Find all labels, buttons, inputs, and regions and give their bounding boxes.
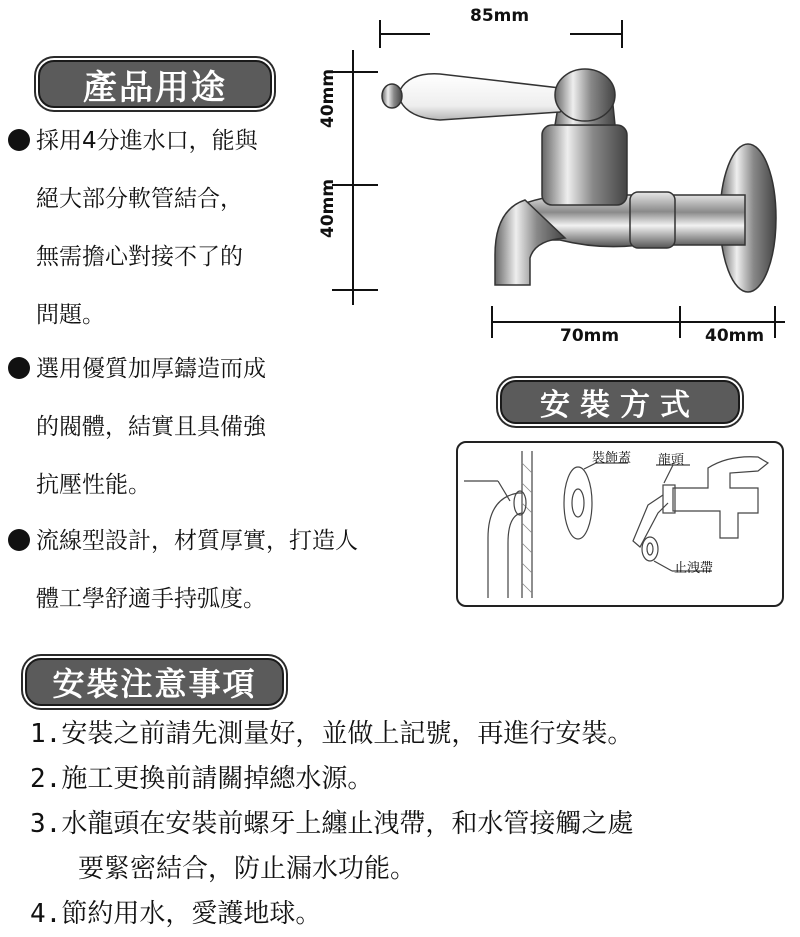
- note-3-num: 3.: [30, 809, 62, 839]
- note-item-1: [30, 712, 633, 757]
- faucet-dimension-drawing: [0, 0, 800, 360]
- note-4-text: 節約用水，愛護地球。: [61, 899, 322, 929]
- bullet-icon: [8, 529, 30, 551]
- dim-bottom-spout: 70mm: [560, 326, 620, 346]
- feature-2-line-2: 的閥體，結實且具備強: [36, 414, 266, 440]
- faucet-illustration: [382, 69, 776, 292]
- vertical-dimension-line: [332, 50, 378, 305]
- note-3-text: 水龍頭在安裝前螺牙上纏止洩帶，和水管接觸之處: [61, 809, 634, 839]
- note-1-num: 1.: [30, 719, 62, 749]
- label-decorative-cover: 裝飾蓋: [592, 451, 632, 466]
- notes-badge: [25, 658, 284, 706]
- feature-3-line-1: 流線型設計，材質厚實，打造人: [36, 528, 358, 554]
- dim-top-width: 85mm: [470, 6, 530, 26]
- feature-2-line-1: 選用優質加厚鑄造而成: [36, 356, 266, 382]
- dim-lower-height: 40mm: [318, 178, 338, 238]
- note-2-num: 2.: [30, 764, 62, 794]
- notes-badge-label: 安裝注意事項: [52, 665, 257, 703]
- feature-1-line-2: 絕大部分軟管結合，: [36, 186, 243, 212]
- bullet-icon: [8, 357, 30, 379]
- install-badge: [500, 380, 740, 424]
- feature-1-line-3: 無需擔心對接不了的: [36, 244, 243, 270]
- feature-item-3: [8, 512, 428, 628]
- notes-list: [30, 712, 633, 937]
- feature-3-line-2: 體工學舒適手持弧度。: [36, 586, 266, 612]
- dim-upper-height: 40mm: [318, 68, 338, 128]
- feature-1-line-1: 採用4分進水口，能與: [36, 128, 258, 154]
- note-1-text: 安裝之前請先測量好，並做上記號，再進行安裝。: [61, 719, 634, 749]
- install-badge-label: 安裝方式: [540, 388, 700, 423]
- note-3-continuation: 要緊密結合，防止漏水功能。: [78, 854, 417, 884]
- feature-1-line-4: 問題。: [36, 302, 105, 328]
- label-faucet-head: 龍頭: [658, 453, 685, 468]
- install-diagram-drawing: [458, 443, 782, 605]
- dim-bottom-base: 40mm: [705, 326, 765, 346]
- feature-2-line-3: 抗壓性能。: [36, 472, 151, 498]
- note-4-num: 4.: [30, 899, 62, 929]
- install-diagram: [456, 441, 784, 607]
- usage-badge-label: 產品用途: [83, 67, 227, 108]
- feature-item-2: [8, 340, 428, 514]
- note-item-3: [30, 802, 633, 847]
- label-seal-tape: 止洩帶: [674, 561, 714, 576]
- note-item-4: [30, 892, 633, 937]
- note-2-text: 施工更換前請關掉總水源。: [61, 764, 374, 794]
- note-item-2: [30, 757, 633, 802]
